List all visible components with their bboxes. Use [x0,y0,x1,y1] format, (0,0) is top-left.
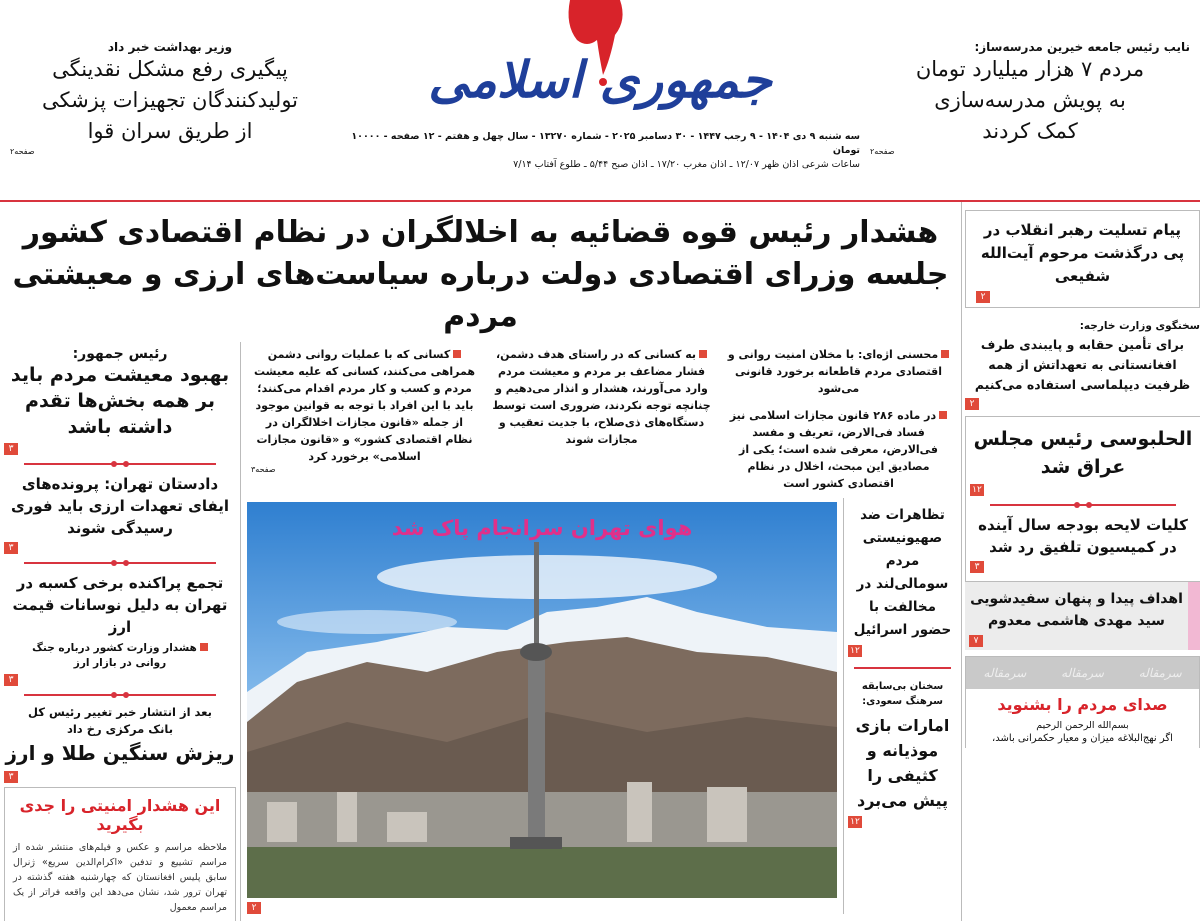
bullet-item: کسانی که با عملیات روانی دشمن همراهی می‌کنند، کسانی که علیه معیشت مردم و کسب و کار مردم اقدام می‌کنند؛ باید با این افراد با توجه به قوانین موجود از جمله «قانون مجازات اخلالگران در نظام اقتصادی کشور» و «قانون مجازات اسلامی» برخورد کرد [254,348,475,463]
bullet-icon [200,643,208,651]
divider [990,504,1176,506]
divider [24,463,216,465]
bullet-icon [453,350,461,358]
logo [340,40,860,190]
main-area [0,202,962,921]
left-story-2[interactable]: دادستان تهران: پرونده‌های ایفای تعهدات ارزی باید فوری رسیدگی شوند [10,475,230,537]
left-story-4[interactable] [4,704,236,768]
story-title: تجمع پراکنده برخی کسبه در تهران به دلیل نوسانات قیمت ارز [12,574,228,636]
left-story-1[interactable] [4,346,236,440]
page-number-badge: ۷ [969,635,983,647]
story-title: ریزش سنگین طلا و ارز [5,741,235,765]
page-number-badge: ۳ [4,443,18,455]
story-title: بهبود معیشت مردم باید بر همه بخش‌ها تقدم داشته باشد [10,364,230,438]
photo-wrap [241,498,843,914]
bullet-icon [939,411,947,419]
bullet-row [241,342,961,498]
teaser-line: به پویش مدرسه‌سازی [934,88,1126,112]
page-number-badge: ۳ [4,771,18,783]
page-number-badge: ۲ [247,902,261,914]
left-story-3[interactable] [4,572,236,671]
right-box-2 [965,416,1200,582]
page-ref: صفحه۲ [10,147,35,156]
main-headline[interactable]: هشدار رئیس قوه قضائیه به اخلالگران در نظام اقتصادی کشور [22,215,939,250]
bullet-icon [699,350,707,358]
bullet-column [246,346,483,492]
photo-tehran[interactable] [247,502,837,898]
story-title: این هشدار امنیتی را جدی بگیرید [19,796,221,834]
page-ref: صفحه۲ [870,147,895,156]
page-number-badge: ۳ [4,542,18,554]
bullet-icon [941,350,949,358]
kicker: سخنان بی‌سابقه سرهنگ سعودی: [861,681,944,707]
bullet-item: محسنی اژه‌ای: با مخلان امنیت روانی و اقتصادی مردم قاطعانه برخورد قانونی می‌شود [725,346,952,397]
teaser-line: از طریق سران قوا [87,119,253,143]
top-right-teaser[interactable] [860,40,1200,156]
story-body: بسم‌الله الرحمن الرحیم [1036,720,1129,731]
center-area [241,342,961,921]
divider [24,562,216,564]
bullet-column [720,346,957,492]
front-page-body [0,200,1200,921]
page-number-badge: ۲ [965,398,979,410]
teaser-line: کمک کردند [982,119,1078,143]
right-story-5[interactable] [965,582,1200,650]
story-title: اهداف پیدا و پنهان سفیدشویی سید مهدی هاشمی معدوم [970,591,1183,629]
mid-column [843,498,961,914]
story-title: امارات بازی موذیانه و کثیفی را پیش می‌برد [855,716,950,810]
below-headlines [0,342,961,921]
right-box-1[interactable] [965,210,1200,308]
teaser-line: مردم ۷ هزار میلیارد تومان [915,57,1145,81]
bullet-column [483,346,720,492]
top-left-teaser[interactable] [0,40,340,156]
mid-story-2[interactable] [848,679,957,813]
divider [854,667,951,669]
left-column [0,342,241,921]
editorial-box[interactable] [965,656,1200,748]
page-number-badge: ۳ [970,561,984,573]
story-body: ملاحظه مراسم و عکس و فیلم‌های منتشر شده از مراسم تشییع و تدفین «اکرام‌الدین سریع» ژنرال سابق پلیس افغانستان که چهارشنبه هفته گذشته در تهران ترور شد، نشان می‌دهد این واقعه فراتر از یک مراسم معمول [13,842,227,913]
masthead [0,0,1200,198]
bullet-item: به کسانی که در راستای هدف دشمن، فشار مضاعف بر مردم و معیشت مردم وارد می‌آورند، هشدار و انذار می‌دهیم و چنانچه توجه نکردند، ضروری است توسط دستگاه‌های ذی‌صلاح، با جدیت تعقیب و مجازات شوند [492,348,711,446]
right-story-2[interactable] [965,320,1200,395]
divider [24,694,216,696]
teaser-line: تولیدکنندگان تجهیزات پزشکی [41,88,299,112]
story-title: برای تأمین حقابه و پایبندی طرف افغانستانی به تعهداتش از همه ظرفیت دیپلماسی استفاده می‌کنیم [974,337,1191,392]
page-number-badge: ۳ [4,674,18,686]
bullet-item: در ماده ۲۸۶ قانون مجازات اسلامی نیز فساد فی‌الارض، تعریف و مفسد فی‌الارض، معرفی شده است؛ یکی از مصادیق این مبحث، اخلال در نظام اقتصادی کشور است [725,407,952,492]
story-body: اگر نهج‌البلاغه میزان و معیار حکمرانی باشد، [992,733,1173,744]
page-number-badge: ۲ [976,291,990,303]
kicker: وزیر بهداشت خبر داد [107,40,233,54]
dateline: سه شنبه ۹ دی ۱۴۰۴ - ۹ رجب ۱۴۴۷ - ۳۰ دسامبر ۲۰۲۵ - شماره ۱۳۲۷۰ - سال چهل و هفتم - ۱۲ صفحه - ۱۰۰۰۰ تومان [351,131,860,156]
page-number-badge: ۱۲ [848,816,862,828]
page-ref: صفحه۳ [251,465,276,474]
kicker: بعد از انتشار خبر تغییر رئیس کل بانک مرکزی رخ داد [28,705,212,736]
story-title: پیام تسلیت رهبر انقلاب در پی درگذشت مرحوم آیت‌الله شفیعی [980,221,1185,285]
photo-row [241,498,961,914]
right-story-3[interactable]: الحلبوسی رئیس مجلس عراق شد [973,428,1193,478]
right-story-4[interactable]: کلیات لایحه بودجه سال آینده در کمیسیون تلفیق رد شد [978,516,1188,556]
page-number-badge: ۱۲ [970,484,984,496]
prayer-times: ساعات شرعی اذان ظهر ۱۲/۰۷ ـ اذان مغرب ۱۷/۲۰ ـ اذان صبح ۵/۴۴ ـ طلوع آفتاب ۷/۱۴ [513,159,860,170]
right-column [962,202,1200,921]
logo-text: جمهوری اسلامی [428,50,772,109]
mountain-skyline-illustration [247,502,837,898]
kicker: سخنگوی وزارت خارجه: [1079,320,1200,332]
mid-story-1[interactable]: تظاهرات ضد صهیونیستی مردم سومالی‌لند در مخالفت با حضور اسرائیل [853,507,952,638]
sub-headline[interactable]: جلسه وزرای اقتصادی دولت درباره سیاست‌های ارزی و معیشتی مردم [12,257,949,334]
teaser-line: پیگیری رفع مشکل نقدینگی [52,57,288,81]
editorial-box[interactable] [4,787,236,921]
kicker: نایب رئیس جامعه خیرین مدرسه‌ساز: [974,40,1190,54]
editorial-banner: سرمقاله سرمقاله سرمقاله [966,657,1199,689]
kicker: رئیس جمهور: [72,346,168,362]
story-title: صدای مردم را بشنوید [997,695,1168,714]
photo-caption: هوای تهران سرانجام پاک شد [391,516,693,540]
sub-bullet: هشدار وزارت کشور درباره جنگ روانی در بازار ارز [4,641,236,671]
headlines [0,202,961,342]
page-number-badge: ۱۲ [848,645,862,657]
